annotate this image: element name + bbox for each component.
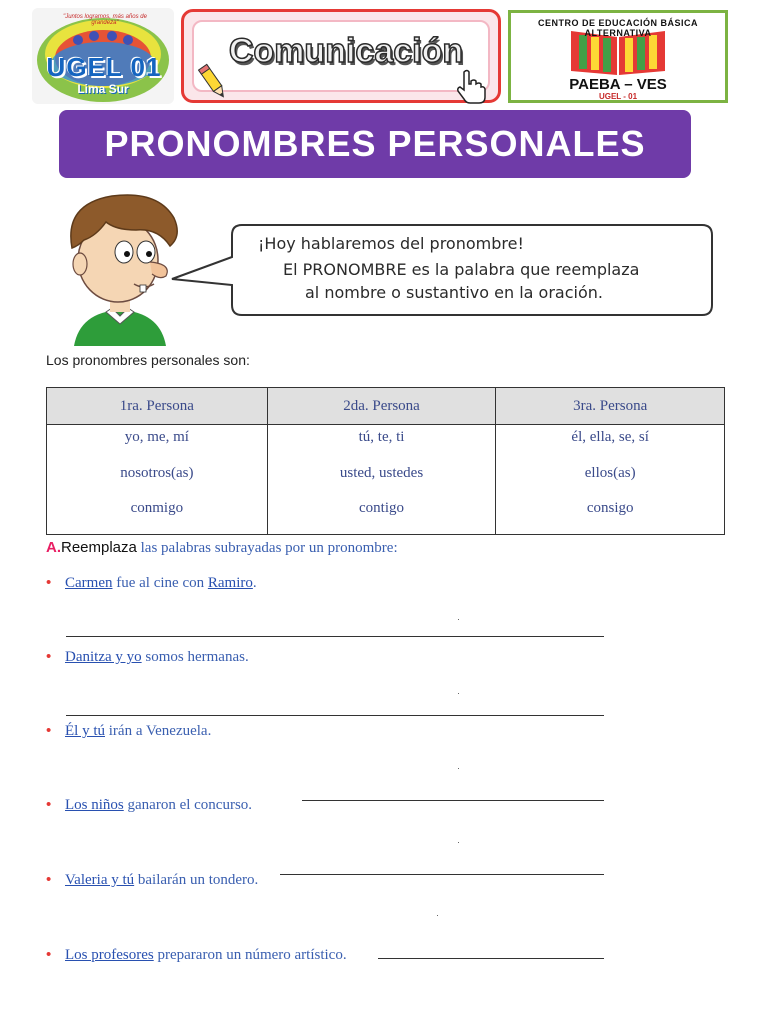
table-cell-value: conmigo bbox=[130, 500, 184, 516]
cartoon-boy-illustration bbox=[54, 188, 184, 346]
item-text: irán a Venezuela. bbox=[105, 723, 212, 739]
bullet: • bbox=[46, 871, 52, 888]
bullet: • bbox=[46, 722, 52, 739]
answer-line[interactable] bbox=[378, 958, 604, 959]
exercise-item bbox=[46, 946, 347, 964]
item-text: bailarán un tondero. bbox=[134, 872, 259, 888]
intro-text: Los pronombres personales son: bbox=[46, 352, 250, 368]
dot-mark bbox=[458, 842, 459, 843]
speech-line-1: ¡Hoy hablaremos del pronombre! bbox=[258, 234, 524, 253]
bullet: • bbox=[46, 946, 52, 963]
table-cell-value: consigo bbox=[586, 500, 634, 516]
item-text: . bbox=[252, 575, 257, 591]
table-cell-third-person bbox=[496, 425, 725, 535]
exercise-item bbox=[46, 871, 258, 889]
dot-mark bbox=[458, 768, 459, 769]
pronouns-table bbox=[46, 387, 725, 535]
exercise-heading bbox=[46, 539, 398, 557]
speech-line-2: El PRONOMBRE es la palabra que reemplaza bbox=[283, 260, 640, 279]
speech-line-3: al nombre o sustantivo en la oración. bbox=[305, 283, 603, 302]
exercise-instruction-verb: Reemplaza bbox=[61, 539, 137, 556]
table-row bbox=[47, 425, 725, 535]
table-cell-value: usted, ustedes bbox=[339, 464, 424, 481]
underlined-word: Ramiro bbox=[207, 575, 253, 591]
table-cell-value: yo, me, mí bbox=[124, 429, 189, 445]
underlined-word: Valeria y tú bbox=[65, 872, 135, 888]
paeba-subtext: UGEL - 01 bbox=[598, 92, 638, 101]
subject-title: Comunicación bbox=[228, 32, 464, 70]
exercise-letter: A. bbox=[46, 539, 61, 556]
bullet: • bbox=[46, 574, 52, 591]
dot-mark bbox=[458, 693, 459, 694]
paeba-logo bbox=[508, 10, 728, 103]
underlined-word: Carmen bbox=[65, 575, 113, 591]
item-text: fue al cine con bbox=[112, 575, 208, 591]
table-cell-value: nosotros(as) bbox=[120, 464, 194, 481]
exercise-instruction: las palabras subrayadas por un pronombre: bbox=[136, 540, 398, 556]
table-header-row bbox=[47, 388, 725, 425]
ugel-logo-text: UGEL 01 bbox=[46, 52, 162, 82]
table-header-cell: 1ra. Persona bbox=[47, 388, 268, 425]
table-cell-value: contigo bbox=[359, 500, 405, 516]
bullet: • bbox=[46, 648, 52, 665]
item-text: ganaron el concurso. bbox=[123, 797, 253, 813]
table-cell-first-person bbox=[47, 425, 268, 535]
bullet: • bbox=[46, 796, 52, 813]
underlined-word: Danitza y yo bbox=[65, 649, 142, 665]
hand-pointer-icon bbox=[454, 68, 486, 104]
page-title: PRONOMBRES PERSONALES bbox=[104, 123, 646, 164]
ugel-motto: "Juntos logramos, más años de grandeza" bbox=[63, 14, 147, 26]
paeba-name: PAEBA – VES bbox=[569, 76, 667, 93]
exercise-item bbox=[46, 722, 211, 740]
table-cell-value: tú, te, ti bbox=[358, 429, 405, 445]
dot-mark bbox=[458, 619, 459, 620]
item-text: somos hermanas. bbox=[141, 649, 249, 665]
subject-banner bbox=[181, 9, 501, 103]
underlined-word: Los niños bbox=[65, 797, 124, 813]
underlined-word: Los profesores bbox=[65, 947, 154, 963]
item-text: prepararon un número artístico. bbox=[153, 947, 347, 963]
underlined-word: Él y tú bbox=[65, 723, 105, 739]
exercise-item bbox=[46, 574, 257, 592]
ugel-logo bbox=[32, 8, 174, 104]
dot-mark bbox=[437, 915, 438, 916]
table-cell-second-person bbox=[267, 425, 496, 535]
ugel-logo-subtext: Lima Sur bbox=[77, 82, 129, 96]
table-header-cell: 2da. Persona bbox=[267, 388, 496, 425]
table-cell-value: él, ella, se, sí bbox=[571, 429, 649, 445]
answer-line[interactable] bbox=[66, 715, 604, 716]
paeba-arc-text: CENTRO DE EDUCACIÓN BÁSICA ALTERNATIVA bbox=[537, 18, 698, 38]
answer-line[interactable] bbox=[302, 800, 604, 801]
table-header-cell: 3ra. Persona bbox=[496, 388, 725, 425]
table-cell-value: ellos(as) bbox=[584, 464, 636, 481]
exercise-item bbox=[46, 796, 252, 814]
answer-line[interactable] bbox=[66, 636, 604, 637]
answer-line[interactable] bbox=[280, 874, 604, 875]
page-title-bar bbox=[59, 110, 691, 178]
exercise-item bbox=[46, 648, 249, 666]
